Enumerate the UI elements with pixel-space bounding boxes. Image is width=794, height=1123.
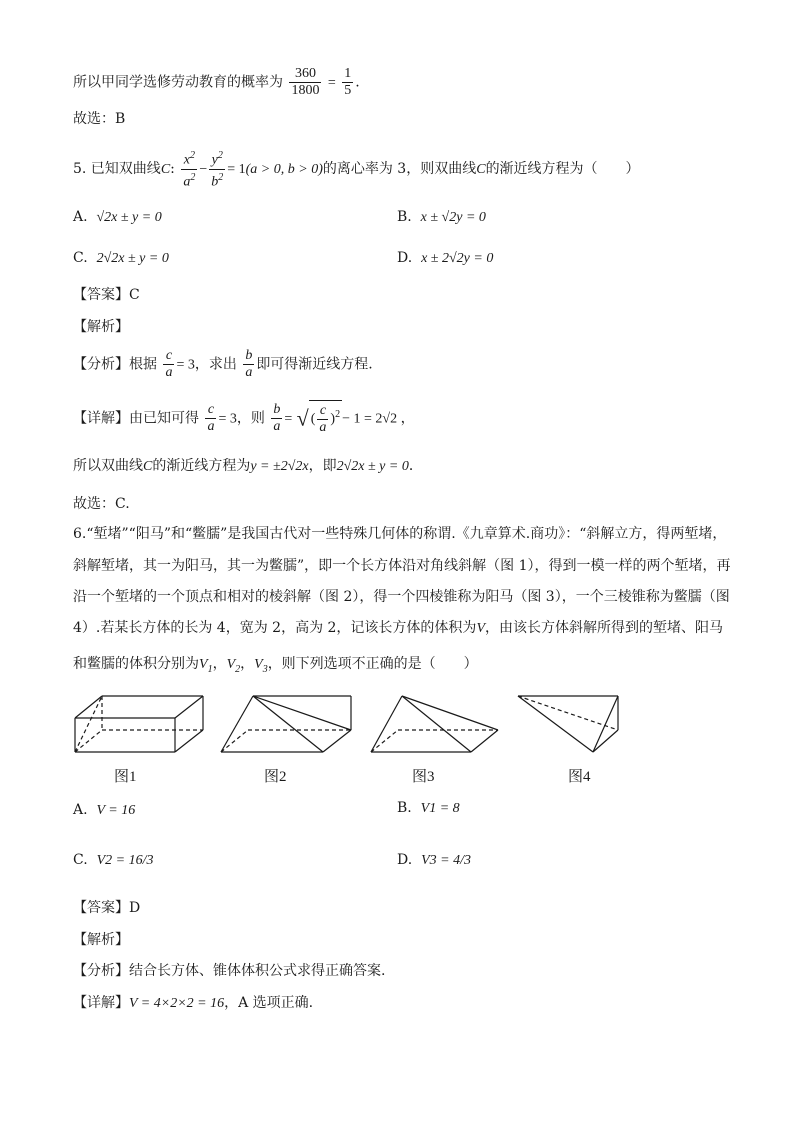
figure-label-2: 图2 [264,769,287,785]
option-label: B. [397,209,412,225]
q6-fenxi [73,961,385,981]
option-label: C. [73,852,88,868]
fenxi-tag: 【分析】 [73,356,129,373]
text: 的离心率为 3，则双曲线 [322,161,477,178]
option-text: V3 = 4/3 [421,853,471,868]
option-text: √2x ± y = 0 [96,210,162,225]
q6-stem-line-2: 斜解堑堵，其一为阳马，其一为鳖臑”，即一个长方体沿对角线斜解（图 1），得到一模一样的两个堑堵，再 [73,558,731,574]
q6-stem-line-5: 和鳖臑的体积分别为$V_1$，$V_2$，$V_3$，则下列选项不正确的是（ ） [73,656,478,675]
q5-choice-line: 故选：C. [73,496,130,512]
text: 5. 已知双曲线 [73,161,161,178]
fraction: $\frac{y^2}{b^2}$ [211,150,224,190]
q6-stem-line-1: 6.“堑堵”“阳马”和“鳖臑”是我国古代对一些特殊几何体的称谓.《九章算术.商功》：“斜解立方，得两堑堵， [73,526,727,542]
text: ，由该长方体斜解所得到的堑堵、阳马 [485,620,723,636]
equation: y = ±2√2x [250,459,309,474]
option-text: x ± √2y = 0 [420,210,486,225]
equation: V = 4×2×2 = 16 [129,996,225,1011]
answer-value: C [129,287,140,303]
q6-option-c [73,850,153,871]
text: 根据 [129,356,157,373]
figure-label-3: 图3 [412,769,435,785]
q6-analysis-tag: 【解析】 [73,932,129,948]
condition: (a > 0, b > 0) [245,162,323,178]
text: 所以双曲线 [73,458,143,474]
xiangjie-tag: 【详解】 [73,995,129,1011]
fraction [289,66,321,99]
figure-label-4: 图4 [568,769,591,785]
option-text: 2√2x ± y = 0 [96,251,169,266]
fraction: $\frac{x^2}{a^2}$ [183,150,196,190]
option-label: D. [397,852,413,868]
numerator: 360 [289,66,321,83]
q5-fenxi [73,348,373,381]
q5-answer [73,285,140,305]
figure-3-yangma [368,690,508,760]
var: C [160,162,171,178]
denominator: 1800 [291,83,320,98]
text: 由已知可得 [129,410,199,427]
equals: = [327,75,336,91]
text: = 3，求出 [176,357,237,373]
q5-option-c [73,248,169,269]
period: . [355,74,360,91]
answer-tag: 【答案】 [73,900,129,916]
q5-option-a [73,207,162,228]
denominator: 5 [344,83,352,98]
text: ，则下列选项不正确的是（ ） [267,656,478,672]
option-label: B. [397,800,412,816]
text: − 1 = 2√2 ， [342,411,415,427]
figure-2-qiandu [218,690,358,760]
option-text: V1 = 8 [420,801,460,816]
prev-probability-line [73,66,360,99]
text: ． [408,458,423,474]
q6-stem-line-3: 沿一个堑堵的一个顶点和相对的棱斜解（图 2），得一个四棱锥称为阳马（图 3），一个三棱锥称为鳖臑（图 [73,589,730,605]
option-text: V2 = 16/3 [96,853,154,868]
q5-option-d [397,248,493,269]
equation: 2√2x ± y = 0 [336,459,409,474]
fraction [342,66,353,99]
option-label: A. [73,802,88,818]
var: C [476,162,486,178]
q5-xiangjie: 【详解】由已知可得 $\frac{c}{a}$ = 3，则 $\frac{b}{a}$ = √ ( $\frac{c}{a}$ )$^2$ − 1 = 2√2 ， [73,400,415,436]
answer-value: D [129,900,141,916]
q6-xiangjie [73,993,313,1014]
prev-choice-line: 故选：B [73,111,126,127]
fraction: $\frac{c}{a}$ [319,403,327,435]
xiangjie-tag: 【详解】 [73,410,129,427]
q5-option-b [397,207,486,228]
q6-option-b [397,798,460,819]
q6-option-d [397,850,471,871]
text: 结合长方体、锥体体积公式求得正确答案. [129,963,386,979]
option-label: C. [73,250,88,266]
fraction: $\frac{b}{a}$ [245,348,253,380]
fraction: $\frac{b}{a}$ [273,402,281,435]
q6-answer [73,898,140,918]
text: 的渐近线方程为 [152,458,251,474]
answer-tag: 【答案】 [73,287,129,303]
figure-4-bienao [515,690,635,760]
var: V [476,621,485,636]
text: 所以甲同学选修劳动教育的概率为 [73,74,283,91]
text: 和鳖臑的体积分别为 [73,656,199,672]
figure-label-1: 图1 [114,769,137,785]
option-text: V = 16 [96,803,136,818]
numerator: 1 [344,66,352,81]
fenxi-tag: 【分析】 [73,963,129,979]
option-text: x ± 2√2y = 0 [421,251,494,266]
q6-option-a [73,800,135,821]
fraction: $\frac{c}{a}$ [207,402,215,435]
text: ，即 [308,458,337,474]
text: 4）.若某长方体的长为 4，宽为 2，高为 2，记该长方体的体积为 [73,620,477,636]
text: 的渐近线方程为（ ） [485,161,640,178]
figure-1-cuboid [70,690,210,760]
q6-stem-line-4 [73,618,723,639]
text: = 3，则 [218,411,265,427]
option-label: D. [397,250,413,266]
q5-conclusion [73,456,423,477]
option-label: A. [73,209,88,225]
fraction: $\frac{c}{a}$ [165,348,173,380]
q5-stem: 5. 已知双曲线C: $\frac{x^2}{a^2}$ − $\frac{y^2}{b^2}$ = 1(a > 0, b > 0)的离心率为 3，则双曲线C的渐近线方程为（ ） [73,150,640,190]
text: 即可得渐近线方程. [256,356,373,373]
q5-analysis-tag: 【解析】 [73,319,129,335]
var: C [143,459,153,474]
text: ，A 选项正确. [224,995,314,1011]
